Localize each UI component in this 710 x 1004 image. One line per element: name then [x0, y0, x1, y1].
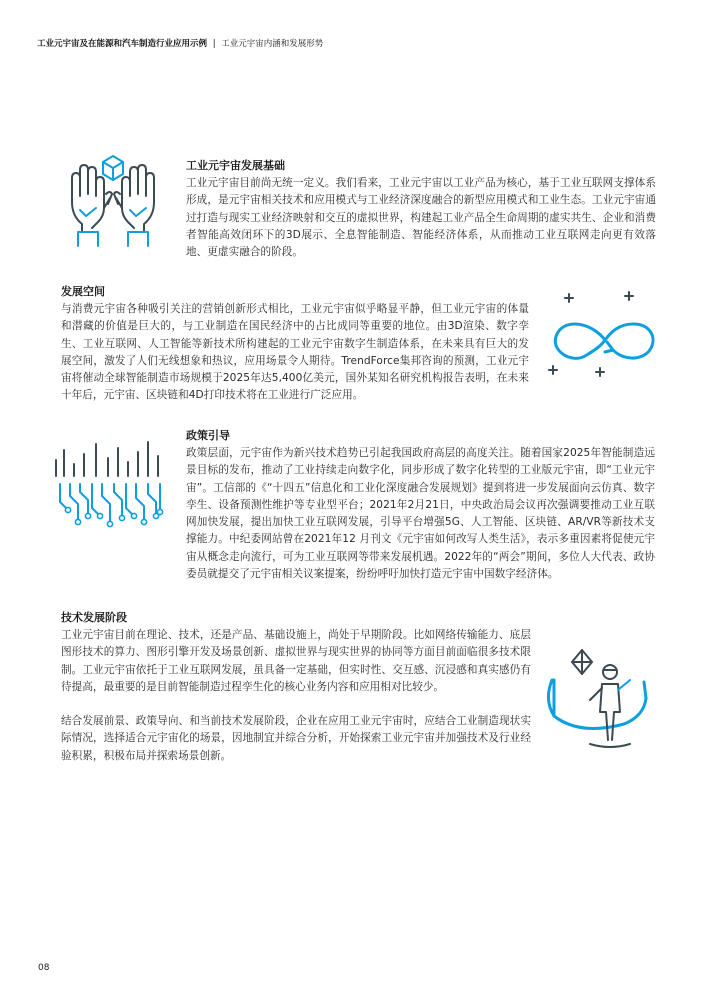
hands-cube-icon [58, 150, 168, 250]
section-body-growth-space: 与消费元宇宙各种吸引关注的营销创新形式相比，工业元宇宙似乎略显平静，但工业元宇宙的体量和潜藏的价值是巨大的，与工业制造在国民经济中的占比成同等重要的地位。由3D渲染、数字孪生、工业互联网、人工智能等新技术所构建起的工业元宇宙数字生制造体系，在未来具有巨大的发展空间，激发了人们无线想象和热议，应用场景令人期待。TrendForce集邦咨询的预测，工业元宇宙将催动全球智能制造市场规模于2025年达5,400亿美元，国外某知名研究机构报告表明，在未来十年后，元宇宙、区块链和4D打印技术将在工业进行广泛应用。 [61, 303, 529, 402]
section-growth-space [61, 284, 529, 405]
circuit-skyline-icon [52, 436, 167, 531]
section-heading-policy: 政策引导 [186, 429, 230, 442]
section-heading-growth-space: 发展空间 [61, 285, 105, 298]
vr-person-icon [540, 640, 655, 760]
page-number: 08 [38, 963, 50, 973]
section-body-tech-stage-1: 工业元宇宙目前在理论、技术，还是产品、基础设施上，尚处于早期阶段。比如网络传输能力、底层图形技术的算力、图形引擎开发及场景创新、虚拟世界与现实世界的协同等方面目前面临很多技术限制。工业元宇宙依托于工业互联网发展，虽具备一定基础，但实时性、交互感、沉浸感和真实感仍有待提高，最重要的是目前智能制造过程孪生化的核心业务内容和应用相对比较少。 [61, 629, 531, 693]
header-title: 工业元宇宙及在能源和汽车制造行业应用示例 [37, 39, 208, 49]
section-body-policy: 政策层面，元宇宙作为新兴技术趋势已引起我国政府高层的高度关注。随着国家2025年智能制造远景目标的发布，推动了工业持续走向数字化，同步形成了数字化转型的工业版元宇宙，即“工业元宇宙”。工信部的《“十四五”信息化和工业化深度融合发展规划》提到将进一步发展面向云仿真、数字孪生、设备预测性维护等专业型平台；2021年2月21日，中央政治局会议再次强调要推动工业互联网加快发展，提出加快工业互联网发展，引导平台增强5G、人工智能、区块链、AR/VR等新技术支撑能力。中纪委网站曾在2021年12 月刊文《元宇宙如何改写人类生活》，表示多重因素将促使元宇宙从概念走向流行，可为工业互联网等带来发展机遇。2022年的“两会”期间，多位人大代表、政协委员就提交了元宇宙相关议案提案，纷纷呼吁加快打造元宇宙中国数字经济体。 [186, 447, 655, 581]
section-policy [186, 428, 655, 583]
section-body-foundation: 工业元宇宙目前尚无统一定义。我们看来，工业元宇宙以工业产品为核心，基于工业互联网支撑体系形成，是元宇宙相关技术和应用模式与工业经济深度融合的新型应用模式和工业生态。工业元宇宙通过打造与现实工业经济映射和交互的虚拟世界，构建起工业产品全生命周期的虚实共生、企业和消费者智能高效闭环下的3D展示、全息智能制造、智能经济体系，从而推动工业互联网走向更有效落地、更虚实融合的阶段。 [186, 177, 656, 259]
header-separator: | [212, 39, 216, 49]
header-subtitle: 工业元宇宙内涵和发展形势 [221, 39, 324, 49]
section-heading-foundation: 工业元宇宙发展基础 [186, 159, 285, 172]
section-foundation [186, 158, 656, 261]
section-tech-stage [61, 610, 531, 765]
section-heading-tech-stage: 技术发展阶段 [61, 611, 127, 624]
section-body-tech-stage-2: 结合发展前景、政策导向、和当前技术发展阶段，企业在应用工业元宇宙时，应结合工业制造现状实际情况，选择适合元宇宙化的场景，因地制宜并综合分析，开始探索工业元宇宙并加强技术及行业经验积累，积极布局并探索场景创新。 [61, 715, 531, 762]
page-header [37, 37, 323, 49]
infinity-loop-icon [545, 288, 665, 388]
